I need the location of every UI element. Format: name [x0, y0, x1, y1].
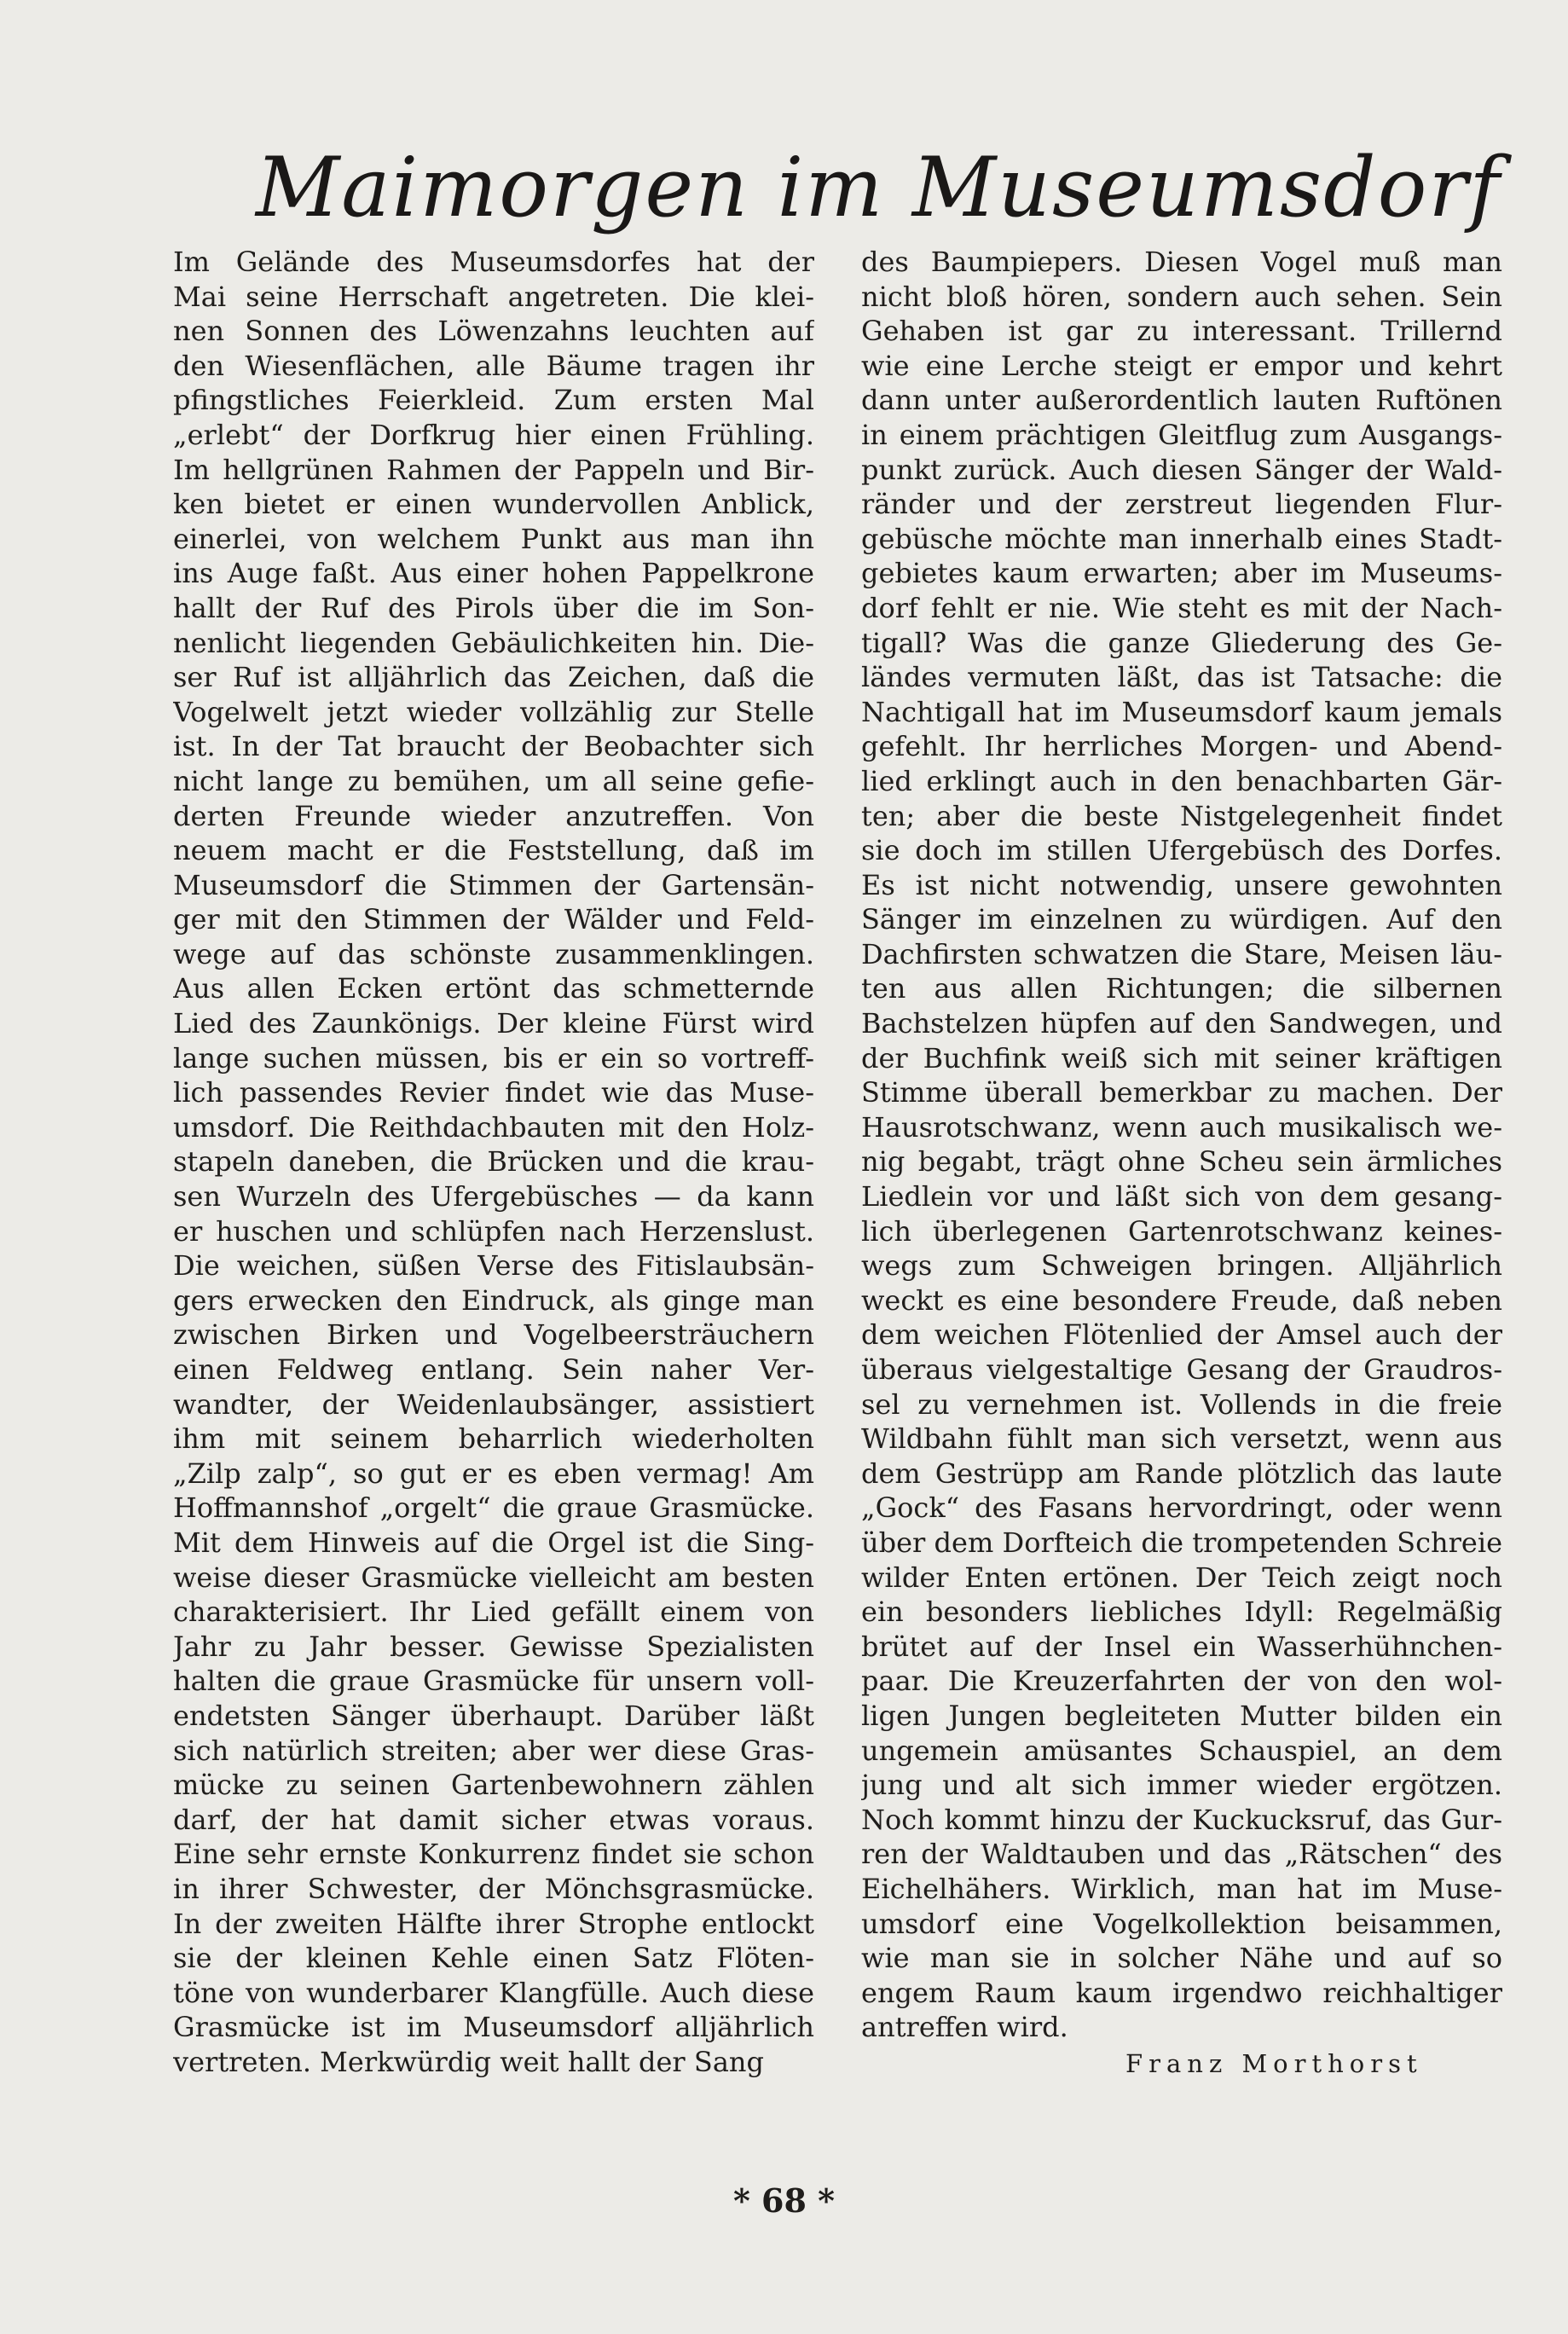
text-line: Mit dem Hinweis auf die Orgel ist die Sing-	[173, 1526, 814, 1559]
text-line: lich passendes Revier findet wie das Muse-	[173, 1076, 814, 1109]
text-line: „Gock“ des Fasans hervordringt, oder wenn	[861, 1491, 1502, 1525]
text-line: ligen Jungen begleiteten Mutter bilden ein	[861, 1699, 1502, 1732]
right-text-column	[861, 245, 1502, 2045]
text-line: weise dieser Grasmücke vielleicht am besten	[173, 1561, 814, 1594]
text-line: vertreten. Merkwürdig weit hallt der Sang	[173, 2045, 764, 2078]
text-line: Dachfirsten schwatzen die Stare, Meisen läu-	[861, 937, 1502, 970]
text-line: ränder und der zerstreut liegenden Flur-	[861, 488, 1502, 521]
text-line: sel zu vernehmen ist. Vollends in die freie	[861, 1387, 1502, 1421]
text-line: wege auf das schönste zusammenklingen.	[173, 937, 814, 970]
text-line: des Baumpiepers. Diesen Vogel muß man	[861, 246, 1502, 278]
text-line: ten aus allen Richtungen; die silbernen	[861, 972, 1502, 1005]
text-line: dem Gestrüpp am Rande plötzlich das laute	[861, 1457, 1502, 1490]
text-line: nicht bloß hören, sondern auch sehen. Sein	[861, 280, 1502, 313]
text-line: nen Sonnen des Löwenzahns leuchten auf	[173, 315, 814, 348]
text-line: überaus vielgestaltige Gesang der Graudros-	[861, 1353, 1502, 1386]
text-line: derten Freunde wieder anzutreffen. Von	[173, 799, 814, 832]
text-line: ger mit den Stimmen der Wälder und Feld-	[173, 903, 814, 936]
text-line: nenlicht liegenden Gebäulichkeiten hin. Die-	[173, 626, 814, 659]
left-text-column	[173, 245, 814, 2079]
text-line: in ihrer Schwester, der Mönchsgrasmücke.	[173, 1872, 814, 1905]
text-line: einen Feldweg entlang. Sein naher Ver-	[173, 1353, 814, 1386]
text-line: Jahr zu Jahr besser. Gewisse Spezialisten	[173, 1630, 814, 1663]
text-line: brütet auf der Insel ein Wasserhühnchen-	[861, 1630, 1502, 1663]
text-line: lied erklingt auch in den benachbarten Gär-	[861, 764, 1502, 797]
text-line: stapeln daneben, die Brücken und die krau-	[173, 1145, 814, 1179]
text-line: engem Raum kaum irgendwo reichhaltiger	[861, 1976, 1502, 2009]
text-line: ist. In der Tat braucht der Beobachter sich	[173, 730, 814, 763]
text-line: Mai seine Herrschaft angetreten. Die klei-	[173, 280, 814, 313]
text-line: hallt der Ruf des Pirols über die im Son-	[173, 591, 814, 624]
text-line: endetsten Sänger überhaupt. Darüber läßt	[173, 1699, 814, 1732]
text-line: gebüsche möchte man innerhalb eines Stadt-	[861, 522, 1502, 555]
text-line: ins Auge faßt. Aus einer hohen Pappelkrone	[173, 557, 814, 590]
text-line: ser Ruf ist alljährlich das Zeichen, daß die	[173, 661, 814, 694]
text-line: Hausrotschwanz, wenn auch musikalisch we-	[861, 1110, 1502, 1144]
text-line: Liedlein vor und läßt sich von dem gesang-	[861, 1180, 1502, 1213]
text-line: dann unter außerordentlich lauten Ruftönen	[861, 384, 1502, 417]
text-line: töne von wunderbarer Klangfülle. Auch diese	[173, 1976, 814, 2009]
text-line: nig begabt, trägt ohne Scheu sein ärmliches	[861, 1145, 1502, 1179]
text-line: lange suchen müssen, bis er ein so vortreff-	[173, 1041, 814, 1074]
text-line: wie eine Lerche steigt er empor und kehrt	[861, 349, 1502, 382]
text-line: Im Gelände des Museumsdorfes hat der	[173, 246, 814, 278]
page-number: * 68 *	[732, 2181, 836, 2220]
text-line: den Wiesenflächen, alle Bäume tragen ihr	[173, 349, 814, 382]
text-line: Noch kommt hinzu der Kuckucksruf, das Gur-	[861, 1803, 1502, 1836]
text-line: Grasmücke ist im Museumsdorf alljährlich	[173, 2011, 814, 2044]
text-line: Museumsdorf die Stimmen der Gartensän-	[173, 868, 814, 901]
text-line: umsdorf. Die Reithdachbauten mit den Holz-	[173, 1110, 814, 1144]
text-line: In der zweiten Hälfte ihrer Strophe entlockt	[173, 1907, 814, 1940]
text-line: Die weichen, süßen Verse des Fitislaubsän-	[173, 1249, 814, 1283]
text-line: Wildbahn fühlt man sich versetzt, wenn aus	[861, 1422, 1502, 1456]
text-line: neuem macht er die Feststellung, daß im	[173, 834, 814, 867]
text-line: in einem prächtigen Gleitflug zum Ausgangs-	[861, 418, 1502, 451]
text-line: darf, der hat damit sicher etwas voraus.	[173, 1803, 814, 1836]
text-line: weckt es eine besondere Freude, daß neben	[861, 1283, 1502, 1317]
text-line: der Buchfink weiß sich mit seiner kräftigen	[861, 1041, 1502, 1074]
text-line: tigall? Was die ganze Gliederung des Ge-	[861, 626, 1502, 659]
text-line: ten; aber die beste Nistgelegenheit findet	[861, 799, 1502, 832]
text-line: ihm mit seinem beharrlich wiederholten	[173, 1422, 814, 1456]
text-line: sie der kleinen Kehle einen Satz Flöten-	[173, 1942, 814, 1975]
text-line: Es ist nicht notwendig, unsere gewohnten	[861, 868, 1502, 901]
text-line: wegs zum Schweigen bringen. Alljährlich	[861, 1249, 1502, 1283]
article-title: Maimorgen im Museumsdorf	[256, 140, 1501, 235]
text-line: über dem Dorfteich die trompetenden Schreie	[861, 1526, 1502, 1559]
text-line: ungemein amüsantes Schauspiel, an dem	[861, 1734, 1502, 1767]
text-line: Gehaben ist gar zu interessant. Trillernd	[861, 315, 1502, 348]
text-line: jung und alt sich immer wieder ergötzen.	[861, 1769, 1502, 1802]
text-line: gebietes kaum erwarten; aber im Museums-	[861, 557, 1502, 590]
text-line: wandter, der Weidenlaubsänger, assistiert	[173, 1387, 814, 1421]
text-line: ren der Waldtauben und das „Rätschen“ des	[861, 1838, 1502, 1871]
text-line: „erlebt“ der Dorfkrug hier einen Frühling.	[173, 418, 814, 451]
text-line: Eichelhähers. Wirklich, man hat im Muse-	[861, 1872, 1502, 1905]
text-line: ken bietet er einen wundervollen Anblick,	[173, 488, 814, 521]
text-line: Bachstelzen hüpfen auf den Sandwegen, und	[861, 1007, 1502, 1040]
text-line: sich natürlich streiten; aber wer diese Gras-	[173, 1734, 814, 1767]
text-line: pfingstliches Feierkleid. Zum ersten Mal	[173, 384, 814, 417]
text-line: antreffen wird.	[861, 2011, 1068, 2044]
text-line: Nachtigall hat im Museumsdorf kaum jemals	[861, 695, 1502, 728]
text-line: paar. Die Kreuzerfahrten der von den wol-	[861, 1665, 1502, 1698]
text-line: dorf fehlt er nie. Wie steht es mit der Nach-	[861, 591, 1502, 624]
text-line: wilder Enten ertönen. Der Teich zeigt noch	[861, 1561, 1502, 1594]
text-line: lich überlegenen Gartenrotschwanz keines-	[861, 1214, 1502, 1248]
text-line: einerlei, von welchem Punkt aus man ihn	[173, 522, 814, 555]
text-line: Sänger im einzelnen zu würdigen. Auf den	[861, 903, 1502, 936]
text-line: Eine sehr ernste Konkurrenz findet sie schon	[173, 1838, 814, 1871]
text-line: gefehlt. Ihr herrliches Morgen- und Abend-	[861, 730, 1502, 763]
author-signature: Franz Morthorst	[1125, 2049, 1423, 2078]
text-line: ländes vermuten läßt, das ist Tatsache: die	[861, 661, 1502, 694]
text-line: punkt zurück. Auch diesen Sänger der Wald-	[861, 453, 1502, 486]
text-line: halten die graue Grasmücke für unsern voll-	[173, 1665, 814, 1698]
text-line: zwischen Birken und Vogelbeersträuchern	[173, 1318, 814, 1352]
text-line: „Zilp zalp“, so gut er es eben vermag! Am	[173, 1457, 814, 1490]
text-line: ein besonders liebliches Idyll: Regelmäßig	[861, 1596, 1502, 1629]
text-line: wie man sie in solcher Nähe und auf so	[861, 1942, 1502, 1975]
text-line: gers erwecken den Eindruck, als ginge man	[173, 1283, 814, 1317]
text-line: nicht lange zu bemühen, um all seine gefie-	[173, 764, 814, 797]
text-line: mücke zu seinen Gartenbewohnern zählen	[173, 1769, 814, 1802]
text-line: er huschen und schlüpfen nach Herzenslust.	[173, 1214, 814, 1248]
text-line: Im hellgrünen Rahmen der Pappeln und Bir-	[173, 453, 814, 486]
text-line: sie doch im stillen Ufergebüsch des Dorfes.	[861, 834, 1502, 867]
text-line: sen Wurzeln des Ufergebüsches — da kann	[173, 1180, 814, 1213]
text-line: umsdorf eine Vogelkollektion beisammen,	[861, 1907, 1502, 1940]
text-line: Aus allen Ecken ertönt das schmetternde	[173, 972, 814, 1005]
text-line: Lied des Zaunkönigs. Der kleine Fürst wird	[173, 1007, 814, 1040]
text-line: Vogelwelt jetzt wieder vollzählig zur Stelle	[173, 695, 814, 728]
text-line: Hoffmannshof „orgelt“ die graue Grasmücke.	[173, 1491, 814, 1525]
text-line: charakterisiert. Ihr Lied gefällt einem von	[173, 1596, 814, 1629]
text-line: Stimme überall bemerkbar zu machen. Der	[861, 1076, 1502, 1109]
text-line: dem weichen Flötenlied der Amsel auch der	[861, 1318, 1502, 1352]
